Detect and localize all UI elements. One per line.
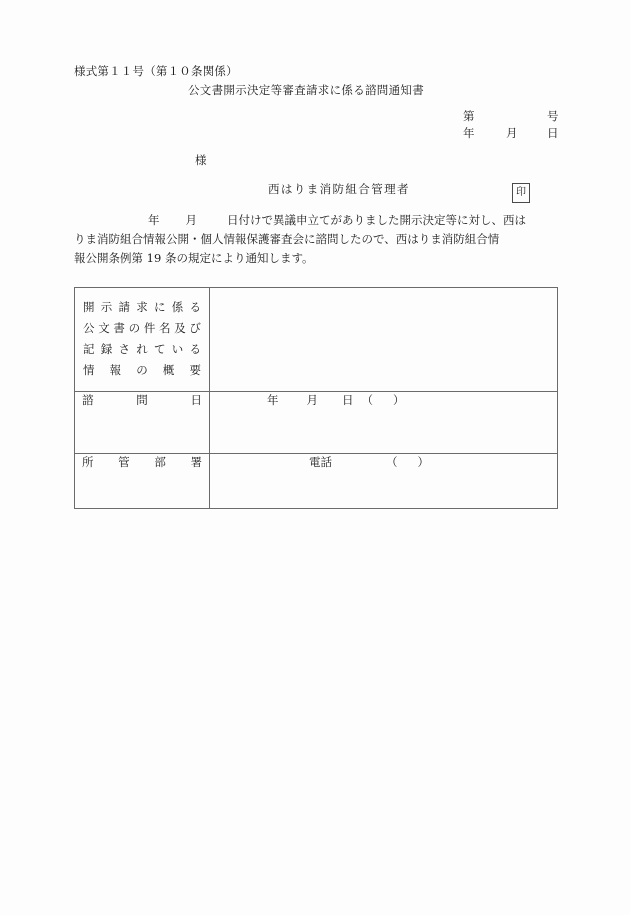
label-char: に xyxy=(154,300,166,314)
inquiry-day-label: 日 xyxy=(342,393,354,407)
reference-month-label: 月 xyxy=(506,126,518,140)
reference-number-prefix: 第 xyxy=(463,109,475,123)
label-char: る xyxy=(189,342,201,356)
label-char: 示 xyxy=(100,300,113,314)
reference-block xyxy=(375,108,559,142)
field-subject-summary[interactable] xyxy=(210,288,558,392)
field-department-phone xyxy=(210,454,557,478)
label-char: 問 xyxy=(136,393,148,407)
seal-icon: 印 xyxy=(516,187,526,198)
label-char: 件 xyxy=(143,321,156,335)
inquiry-month-label: 月 xyxy=(306,393,318,407)
label-char: 日 xyxy=(190,393,202,407)
reference-day-label: 日 xyxy=(547,126,559,140)
label-char: び xyxy=(189,321,201,335)
label-char: 部 xyxy=(154,455,166,469)
label-char: の xyxy=(128,321,141,335)
body-line-1: 日付けで異議申立てがありました開示決定等に対し、西は xyxy=(227,213,526,227)
phone-paren-close: ） xyxy=(417,455,429,469)
label-block xyxy=(75,288,209,381)
table-row xyxy=(75,454,558,509)
label-char: い xyxy=(171,342,184,356)
reference-date-line xyxy=(375,125,559,142)
row-label-inquiry-date xyxy=(75,392,210,454)
recipient-honorific: 様 xyxy=(195,153,207,167)
field-department[interactable] xyxy=(210,454,558,509)
field-inquiry-date[interactable] xyxy=(210,392,558,454)
seal-stamp-box xyxy=(512,183,530,203)
label-char: れ xyxy=(136,342,148,356)
label-line-2 xyxy=(83,318,201,339)
label-char: 報 xyxy=(109,363,122,377)
label-char: 求 xyxy=(136,300,148,314)
reference-number-line xyxy=(375,108,559,125)
label-char: 管 xyxy=(118,455,130,469)
inquiry-year-label: 年 xyxy=(267,393,279,407)
label-char: 係 xyxy=(171,300,184,314)
body-month-label: 月 xyxy=(185,213,197,227)
body-paragraph xyxy=(74,211,556,268)
reference-year-label: 年 xyxy=(463,126,475,140)
form-table xyxy=(74,287,558,509)
label-char: 開 xyxy=(83,300,95,314)
label-char: て xyxy=(154,342,166,356)
label-char: 及 xyxy=(174,321,186,335)
reference-number-suffix: 号 xyxy=(547,109,559,123)
body-line-2: りま消防組合情報公開・個人情報保護審査会に諮問したので、西はりま消防組合情 xyxy=(74,232,500,246)
form-number: 様式第１１号（第１０条関係） xyxy=(74,64,238,78)
field-inquiry-date-value xyxy=(210,392,557,408)
inquiry-weekday-open: （ xyxy=(361,393,373,407)
label-char: 書 xyxy=(113,321,125,335)
label-char: 署 xyxy=(190,455,202,469)
phone-paren-open: （ xyxy=(386,455,398,469)
label-line xyxy=(75,454,209,470)
label-char: の xyxy=(136,363,148,377)
label-char: 概 xyxy=(162,363,175,377)
page-title: 公文書開示決定等審査請求に係る諮問通知書 xyxy=(188,83,424,97)
phone-label: 電話 xyxy=(309,455,332,469)
label-char: 要 xyxy=(189,363,201,377)
label-char: 所 xyxy=(82,455,94,469)
issuer-name: 西はりま消防組合管理者 xyxy=(268,182,410,196)
label-char: 公 xyxy=(83,321,95,335)
label-line-3 xyxy=(83,339,201,360)
label-char: 録 xyxy=(100,342,113,356)
label-line-4 xyxy=(83,360,201,381)
inquiry-weekday-close: ） xyxy=(393,393,405,407)
body-year-label: 年 xyxy=(148,213,160,227)
label-char: 文 xyxy=(98,321,110,335)
row-label-department xyxy=(75,454,210,509)
body-line-3: 報公開条例第 19 条の規定により通知します。 xyxy=(74,251,314,265)
label-line-1 xyxy=(83,297,201,318)
label-char: さ xyxy=(118,342,130,356)
label-char: 情 xyxy=(83,363,95,377)
table-row xyxy=(75,288,558,392)
label-char: 請 xyxy=(118,300,130,314)
label-char: 名 xyxy=(159,321,171,335)
label-char: る xyxy=(189,300,201,314)
row-label-subject xyxy=(75,288,210,392)
table-row xyxy=(75,392,558,454)
label-char: 諮 xyxy=(82,393,94,407)
label-char: 記 xyxy=(83,342,95,356)
label-line xyxy=(75,392,209,408)
